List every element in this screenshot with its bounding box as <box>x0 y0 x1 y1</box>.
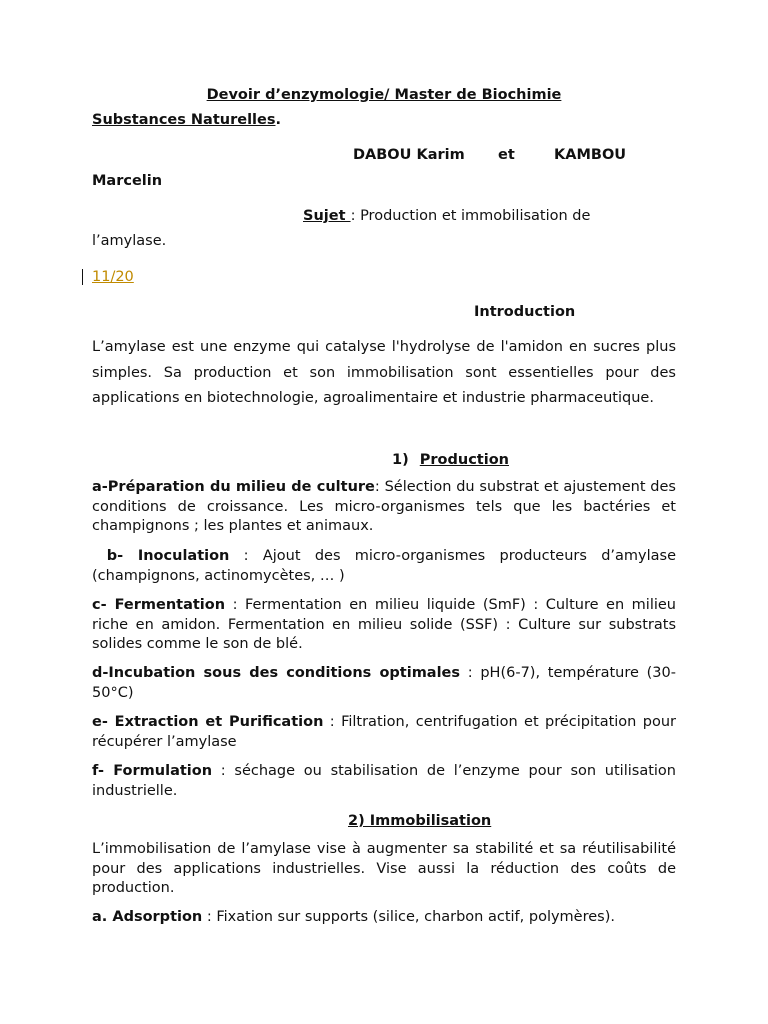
author-kambou: KAMBOU <box>554 147 627 163</box>
production-item-d <box>92 664 676 703</box>
author-dabou: DABOU Karim <box>353 147 465 163</box>
author-kambou-firstname: Marcelin <box>92 173 163 189</box>
subject-text: Production et immobilisation de <box>360 208 591 224</box>
title-text: Devoir d’enzymologie/ Master de Biochimie <box>206 87 562 103</box>
intro-heading: Introduction <box>474 304 576 320</box>
grade-link[interactable]: 11/20 <box>92 269 134 285</box>
immobilisation-item-a <box>92 908 676 928</box>
immobilisation-heading: 2) Immobilisation <box>348 813 492 829</box>
authors-line-2 <box>92 171 676 191</box>
title-period: . <box>275 112 282 128</box>
subject-separator: : <box>350 208 361 224</box>
production-item-e <box>92 713 676 752</box>
text-cursor <box>82 269 83 285</box>
item-c-text: : Fermentation en milieu liquide (SmF) : Culture en milieu riche en amidon. Fermentation en milieu solide (SSF) : Culture sur substrats solides comme le son de blé. <box>92 597 676 652</box>
production-item-c <box>92 596 676 655</box>
item-b-label: b- Inoculation <box>92 548 230 564</box>
immob-item-a-label: a. Adsorption <box>92 909 203 925</box>
production-item-f <box>92 762 676 801</box>
immob-item-a-text: : Fixation sur supports (silice, charbon actif, polymères). <box>202 909 615 925</box>
title-text-continued: Substances Naturelles <box>92 112 276 128</box>
production-item-b <box>92 547 676 586</box>
item-e-text: : Filtration, centrifugation et précipitation pour récupérer l’amylase <box>92 714 676 750</box>
title-line-2 <box>92 110 676 130</box>
subject-text-continued: l’amylase. <box>92 233 167 249</box>
intro-paragraph: L’amylase est une enzyme qui catalyse l'hydrolyse de l'amidon en sucres plus simples. Sa production et son immobilisation sont essentielles pour des applications en biotechnologie, agroalimentaire et industrie pharmaceutique. <box>92 339 676 407</box>
subject-label: Sujet <box>303 208 351 224</box>
item-f-label: f- Formulation <box>92 763 213 779</box>
item-e-label: e- Extraction et Purification <box>92 714 324 730</box>
document-page <box>92 0 676 1024</box>
production-item-a <box>92 478 676 537</box>
grade-line <box>92 267 676 287</box>
item-a-label: a-Préparation du milieu de culture <box>92 479 375 495</box>
item-c-label: c- Fermentation <box>92 597 226 613</box>
subject-line-2 <box>92 231 676 251</box>
item-d-label: d-Incubation sous des conditions optimales <box>92 665 461 681</box>
title-line-1 <box>92 85 676 105</box>
production-heading: Production <box>419 452 509 468</box>
item-b-text: : Ajout des micro-organismes producteurs d’amylase (champignons, actinomycètes, … ) <box>92 548 676 584</box>
item-d-text: : pH(6-7), température (30-50°C) <box>92 665 676 701</box>
item-f-text: : séchage ou stabilisation de l’enzyme pour son utilisation industrielle. <box>92 763 676 799</box>
authors-conjunction: et <box>498 147 515 163</box>
production-number: 1) <box>392 452 414 468</box>
immobilisation-paragraph: L’immobilisation de l’amylase vise à augmenter sa stabilité et sa réutilisabilité pour des applications industrielles. Vise aussi la réduction des coûts de production. <box>92 841 676 896</box>
item-a-text: : Sélection du substrat et ajustement des conditions de croissance. Les micro-organismes tels que les bactéries et champignons ; les plantes et animaux. <box>92 479 676 534</box>
